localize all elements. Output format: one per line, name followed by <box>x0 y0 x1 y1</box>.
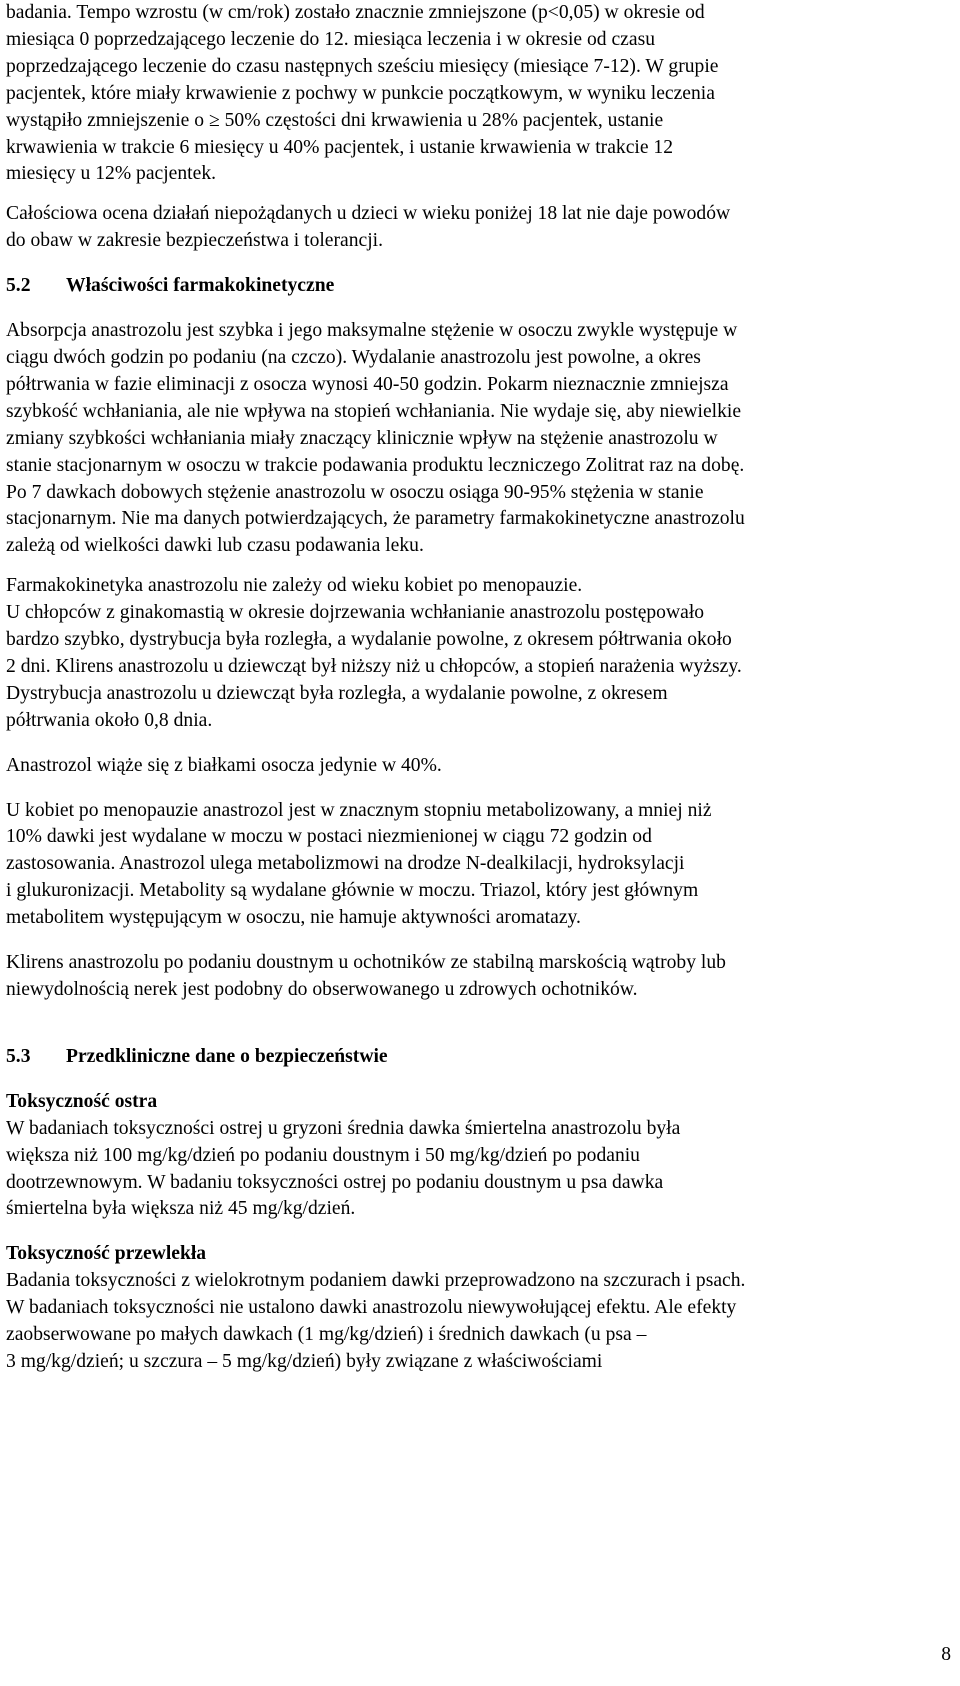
text-line: do obaw w zakresie bezpieczeństwa i tolerancji. <box>6 230 384 252</box>
text-line: Klirens anastrozolu po podaniu doustnym u ochotników ze stabilną marskością wątroby lub <box>6 952 726 974</box>
text-line: zaobserwowane po małych dawkach (1 mg/kg/dzień) i średnich dawkach (u psa – <box>6 1324 647 1346</box>
intro-paragraph <box>6 0 956 188</box>
text-line: 3 mg/kg/dzień; u szczura – 5 mg/kg/dzień) były związane z właściwościami <box>6 1350 603 1372</box>
text-line: U chłopców z ginakomastią w okresie dojrzewania wchłanianie anastrozolu postępowało <box>6 602 705 624</box>
text-line: Absorpcja anastrozolu jest szybka i jego maksymalne stężenie w osoczu zwykle występuje w <box>6 320 738 342</box>
text-line: Dystrybucja anastrozolu u dziewcząt była rozległa, a wydalanie powolne, z okresem <box>6 682 668 704</box>
text-line: badania. Tempo wzrostu (w cm/rok) zostało znacznie zmniejszone (p<0,05) w okresie od <box>6 2 705 23</box>
text-line: Farmakokinetyka anastrozolu nie zależy od wieku kobiet po menopauzie. <box>6 575 583 597</box>
text-line: zmiany szybkości wchłaniania miały znaczący klinicznie wpływ na stężenie anastrozolu w <box>6 427 718 449</box>
metabolism-paragraph <box>6 798 956 933</box>
text-line: krwawienia w trakcie 6 miesięcy u 40% pacjentek, i ustanie krwawienia w trakcie 12 <box>6 136 674 158</box>
acute-toxicity-heading: Toksyczność ostra <box>6 1090 158 1112</box>
text-line: U kobiet po menopauzie anastrozol jest w znacznym stopniu metabolizowany, a mniej niż <box>6 799 712 821</box>
text-line: 10% dawki jest wydalane w moczu w postaci niezmienionej w ciągu 72 godzin od <box>6 826 652 848</box>
text-line: Po 7 dawkach dobowych stężenie anastrozolu w osoczu osiąga 90-95% stężenia w stanie <box>6 481 704 503</box>
section-5-2-heading <box>6 273 956 300</box>
text-line: dootrzewnowym. W badaniu toksyczności ostrej po podaniu doustnym u psa dawka <box>6 1171 664 1193</box>
text-line: poprzedzającego leczenie do czasu następnych sześciu miesięcy (miesiące 7-12). W grupie <box>6 55 719 77</box>
safety-paragraph <box>6 201 956 255</box>
text-line: W badaniach toksyczności ostrej u gryzoni średnia dawka śmiertelna anastrozolu była <box>6 1117 681 1139</box>
section-title: Przedkliniczne dane o bezpieczeństwie <box>66 1045 388 1067</box>
section-number: 5.3 <box>6 1045 31 1067</box>
text-line: półtrwania w fazie eliminacji z osocza wynosi 40-50 godzin. Pokarm nieznacznie zmniejsza <box>6 373 729 395</box>
protein-binding-paragraph <box>6 753 956 780</box>
chronic-toxicity-heading: Toksyczność przewlekła <box>6 1243 207 1265</box>
text-line: Całościowa ocena działań niepożądanych u dzieci w wieku poniżej 18 lat nie daje powodów <box>6 203 731 225</box>
chronic-toxicity-paragraph <box>6 1268 956 1376</box>
text-line: szybkość wchłaniania, ale nie wpływa na stopień wchłaniania. Nie wydaje się, aby niewielkie <box>6 400 742 422</box>
text-line: 2 dni. Klirens anastrozolu u dziewcząt był niższy niż u chłopców, a stopień narażenia wyższy. <box>6 655 742 677</box>
text-line: i glukuronizacji. Metabolity są wydalane głównie w moczu. Triazol, który jest głównym <box>6 880 699 902</box>
document-page <box>6 0 956 1376</box>
text-line: ciągu dwóch godzin po podaniu (na czczo). Wydalanie anastrozolu jest powolne, a okres <box>6 346 701 368</box>
text-line: większa niż 100 mg/kg/dzień po podaniu doustnym i 50 mg/kg/dzień po podaniu <box>6 1144 640 1166</box>
text-line: stanie stacjonarnym w osoczu w trakcie podawania produktu leczniczego Zolitrat raz na dobę. <box>6 454 745 476</box>
text-line: W badaniach toksyczności nie ustalono dawki anastrozolu niewywołującej efektu. Ale efekty <box>6 1297 737 1319</box>
section-title: Właściwości farmakokinetyczne <box>66 275 335 297</box>
age-paragraph <box>6 573 956 734</box>
page-number: 8 <box>941 1644 951 1665</box>
section-number: 5.2 <box>6 275 31 297</box>
text-line: zastosowania. Anastrozol ulega metabolizmowi na drodze N-dealkilacji, hydroksylacji <box>6 853 685 875</box>
text-line: Anastrozol wiąże się z białkami osocza jedynie w 40%. <box>6 754 442 776</box>
text-line: bardzo szybko, dystrybucja była rozległa, a wydalanie powolne, z okresem półtrwania około <box>6 629 732 651</box>
text-line: zależą od wielkości dawki lub czasu podawania leku. <box>6 535 424 557</box>
text-line: miesięcy u 12% pacjentek. <box>6 163 217 185</box>
text-line: pacjentek, które miały krwawienie z pochwy w punkcie początkowym, w wyniku leczenia <box>6 82 715 104</box>
absorption-paragraph <box>6 318 956 560</box>
section-5-3-heading <box>6 1044 956 1071</box>
text-line: śmiertelna była większa niż 45 mg/kg/dzień. <box>6 1198 356 1220</box>
text-line: niewydolnością nerek jest podobny do obserwowanego u zdrowych ochotników. <box>6 979 638 1000</box>
text-line: metabolitem występującym w osoczu, nie hamuje aktywności aromatazy. <box>6 907 581 929</box>
acute-toxicity-paragraph <box>6 1116 956 1224</box>
clearance-paragraph <box>6 950 956 1004</box>
text-line: półtrwania około 0,8 dnia. <box>6 709 213 731</box>
text-line: miesiąca 0 poprzedzającego leczenie do 12. miesiąca leczenia i w okresie od czasu <box>6 28 655 50</box>
text-line: wystąpiło zmniejszenie o ≥ 50% częstości dni krwawienia u 28% pacjentek, ustanie <box>6 109 664 131</box>
text-line: Badania toksyczności z wielokrotnym podaniem dawki przeprowadzono na szczurach i psach. <box>6 1270 746 1292</box>
text-line: stacjonarnym. Nie ma danych potwierdzających, że parametry farmakokinetyczne anastrozolu <box>6 508 745 530</box>
